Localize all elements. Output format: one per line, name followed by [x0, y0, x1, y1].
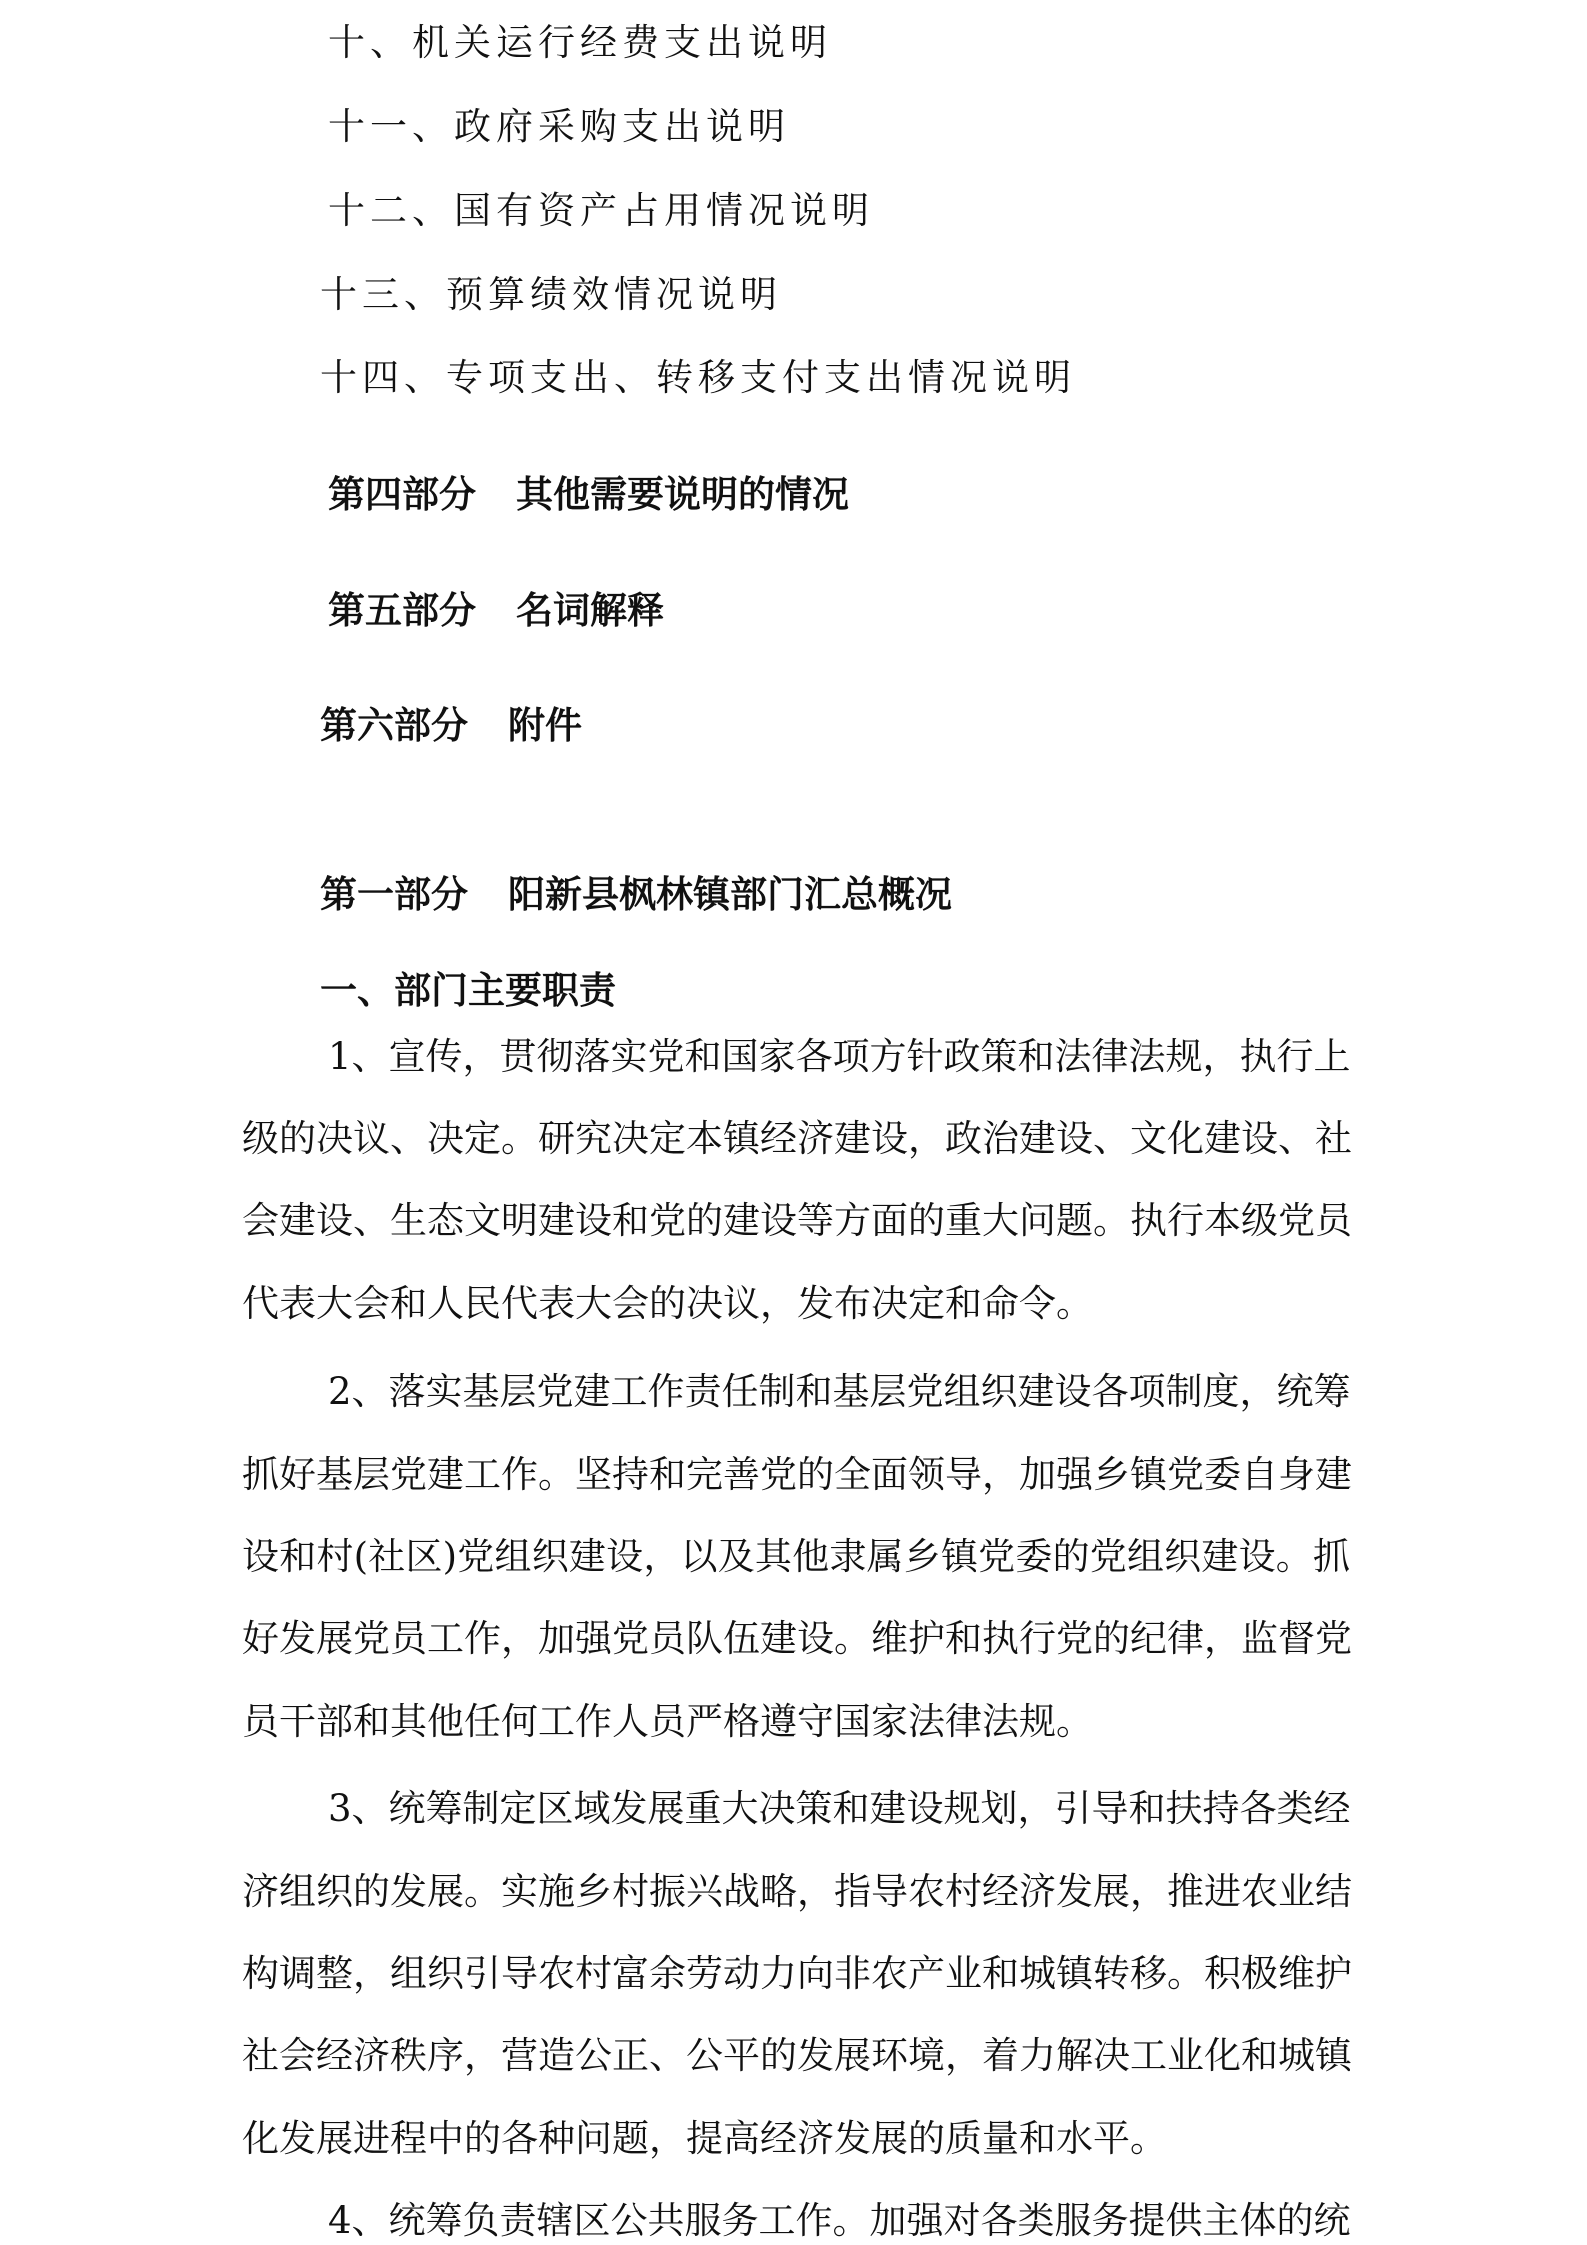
- paragraph-1-line-2: 级的决议、决定。研究决定本镇经济建设，政治建设、文化建设、社: [242, 1117, 1352, 1160]
- paragraph-1-line-4: 代表大会和人民代表大会的决议，发布决定和命令。: [242, 1282, 1093, 1325]
- part6-label: 第六部分: [320, 704, 468, 747]
- paragraph-2-line-4: 好发展党员工作，加强党员队伍建设。维护和执行党的纪律，监督党: [242, 1617, 1352, 1660]
- toc-item-14: 十四、专项支出、转移支付支出情况说明: [320, 356, 1076, 399]
- paragraph-2-line-3: 设和村(社区)党组织建设，以及其他隶属乡镇党委的党组织建设。抓: [242, 1535, 1350, 1578]
- part1-heading: [320, 873, 952, 916]
- part6-heading: [320, 704, 582, 747]
- part4-label: 第四部分: [328, 473, 476, 516]
- part5-label: 第五部分: [328, 589, 476, 632]
- paragraph-2-line-5: 员干部和其他任何工作人员严格遵守国家法律法规。: [242, 1700, 1093, 1743]
- toc-item-12: 十二、国有资产占用情况说明: [328, 189, 874, 232]
- section1-heading: 一、部门主要职责: [320, 969, 616, 1012]
- part1-label: 第一部分: [320, 873, 468, 916]
- part5-title: 名词解释: [516, 589, 664, 632]
- toc-item-10: 十、机关运行经费支出说明: [328, 21, 832, 64]
- paragraph-2-line-1: 2、落实基层党建工作责任制和基层党组织建设各项制度，统筹: [328, 1370, 1351, 1413]
- paragraph-3-line-1: 3、统筹制定区域发展重大决策和建设规划，引导和扶持各类经: [328, 1787, 1351, 1830]
- part4-title: 其他需要说明的情况: [516, 473, 849, 516]
- paragraph-1-line-3: 会建设、生态文明建设和党的建设等方面的重大问题。执行本级党员: [242, 1199, 1352, 1242]
- part1-title: 阳新县枫林镇部门汇总概况: [508, 873, 952, 916]
- part5-heading: [328, 589, 664, 632]
- paragraph-3-line-4: 社会经济秩序，营造公正、公平的发展环境，着力解决工业化和城镇: [242, 2034, 1352, 2077]
- paragraph-2-line-2: 抓好基层党建工作。坚持和完善党的全面领导，加强乡镇党委自身建: [242, 1453, 1352, 1496]
- part6-title: 附件: [508, 704, 582, 747]
- paragraph-4-line-1: 4、统筹负责辖区公共服务工作。加强对各类服务提供主体的统: [328, 2199, 1351, 2242]
- part4-heading: [328, 473, 849, 516]
- paragraph-3-line-5: 化发展进程中的各种问题，提高经济发展的质量和水平。: [242, 2117, 1167, 2160]
- toc-item-11: 十一、政府采购支出说明: [328, 105, 790, 148]
- paragraph-1-line-1: 1、宣传，贯彻落实党和国家各项方针政策和法律法规，执行上: [328, 1035, 1351, 1078]
- toc-item-13: 十三、预算绩效情况说明: [320, 273, 782, 316]
- paragraph-3-line-3: 构调整，组织引导农村富余劳动力向非农产业和城镇转移。积极维护: [242, 1952, 1352, 1995]
- paragraph-3-line-2: 济组织的发展。实施乡村振兴战略，指导农村经济发展，推进农业结: [242, 1870, 1352, 1913]
